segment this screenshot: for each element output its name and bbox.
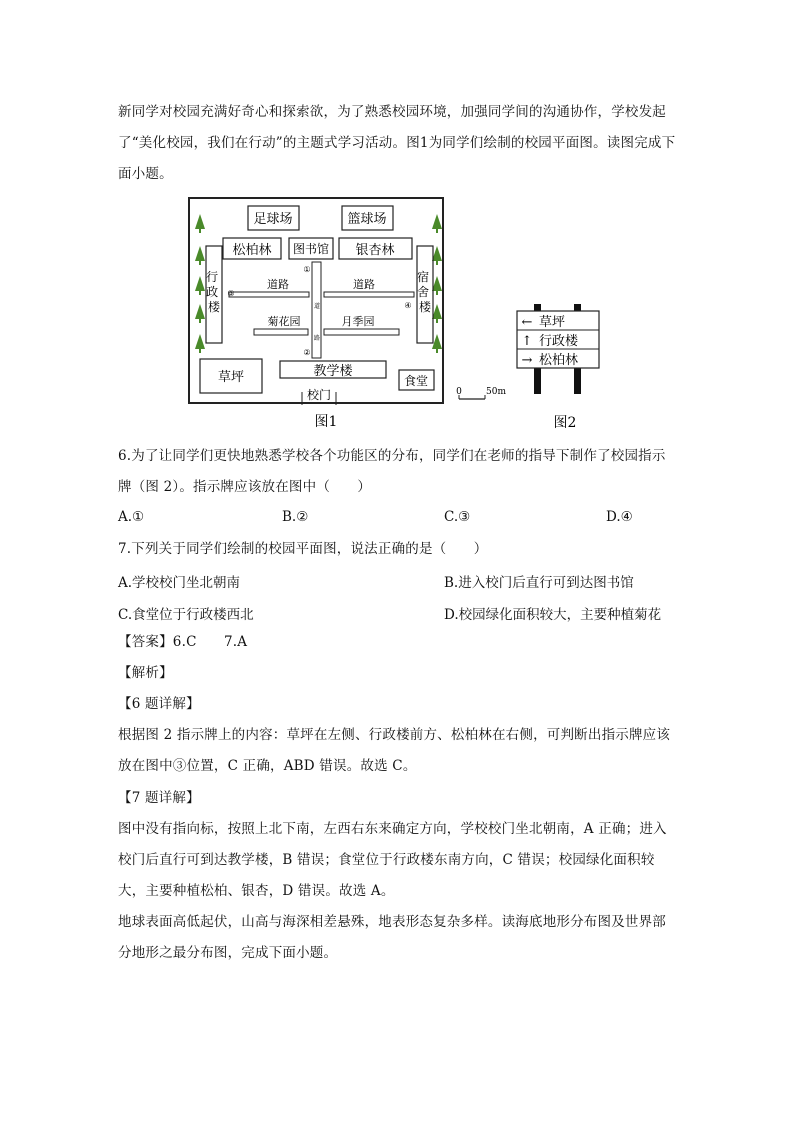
scale-distance: 50m xyxy=(486,387,506,397)
q7-option-d: D.校园绿化面积较大，主要种植菊花 xyxy=(444,607,662,623)
marker-4: ④ xyxy=(404,301,412,310)
label-chrysanthemum: 菊花园 xyxy=(267,315,301,328)
campus-map-figure xyxy=(186,194,516,434)
label-basketball: 篮球场 xyxy=(347,212,387,227)
detail-6-text: 根据图 2 指示牌上的内容：草坪在左侧、行政楼前方、松柏林在右侧，可判断出指示牌应该放在图中③位置，C 正确，ABD 错误。故选 C。 xyxy=(118,727,671,774)
signpost-figure xyxy=(512,302,622,434)
q7-option-a: A.学校校门坐北朝南 xyxy=(118,575,241,591)
label-road-left: 道路 xyxy=(267,278,289,291)
detail-7-title: 【7 题详解】 xyxy=(118,790,200,806)
analysis-title: 【解析】 xyxy=(118,665,173,681)
label-road-v2: 路 xyxy=(313,335,321,342)
marker-1: ① xyxy=(303,265,311,274)
label-dorm: 宿 舍 楼 xyxy=(417,270,432,314)
figure2-caption: 图2 xyxy=(553,415,577,431)
detail-6-title: 【6 题详解】 xyxy=(118,696,200,712)
label-library: 图书馆 xyxy=(292,242,330,256)
scale-zero: 0 xyxy=(456,387,462,397)
answer-line: 【答案】6.C 7.A xyxy=(118,634,248,650)
label-ginkgo: 银杏林 xyxy=(355,243,395,258)
marker-3: ③ xyxy=(227,289,235,298)
q6-stem: 6.为了让同学们更快地熟悉学校各个功能区的分布，同学们在老师的指导下制作了校园指示牌（图 2）。指示牌应该放在图中（ ） xyxy=(118,448,666,495)
q7-option-c: C.食堂位于行政楼西北 xyxy=(118,607,254,623)
sign-row-lawn: 草坪 xyxy=(539,315,566,330)
sign-row-pine: 松柏林 xyxy=(539,353,579,368)
label-rose: 月季园 xyxy=(341,315,375,328)
arrow-right-icon: → xyxy=(521,353,533,368)
label-road-right: 道路 xyxy=(353,278,375,291)
sign-row-admin: 行政楼 xyxy=(539,334,579,349)
q6-option-b: B.② xyxy=(282,509,309,525)
arrow-left-icon: ← xyxy=(521,315,533,330)
detail-7-text: 图中没有指向标，按照上北下南，左西右东来确定方向，学校校门坐北朝南，A 正确；进入校门后直行可到达教学楼，B 错误；食堂位于行政楼东南方向，C 错误；校园绿化面积较大，主要种植松柏、银杏，D 错误。故选 A。 xyxy=(118,821,667,899)
arrow-up-icon: ↑ xyxy=(521,334,533,349)
label-teaching: 教学楼 xyxy=(313,364,353,379)
next-intro-paragraph: 地球表面高低起伏，山高与海深相差悬殊，地表形态复杂多样。读海底地形分布图及世界部分地形之最分布图，完成下面小题。 xyxy=(118,914,666,961)
label-road-v1: 道 xyxy=(313,303,321,310)
intro-paragraph: 新同学对校园充满好奇心和探索欲，为了熟悉校园环境，加强同学间的沟通协作，学校发起了“美化校园，我们在行动”的主题式学习活动。图1为同学们绘制的校园平面图。读图完成下面小题。 xyxy=(118,104,676,182)
label-canteen: 食堂 xyxy=(403,374,429,388)
marker-2: ② xyxy=(303,348,311,357)
q6-option-c: C.③ xyxy=(444,509,471,525)
q7-option-b: B.进入校门后直行可到达图书馆 xyxy=(444,575,634,591)
q6-option-d: D.④ xyxy=(606,509,633,525)
label-pine: 松柏林 xyxy=(232,243,272,258)
tree-icons-left xyxy=(195,214,205,353)
q6-option-a: A.① xyxy=(118,509,145,525)
label-lawn: 草坪 xyxy=(217,370,245,385)
q7-stem: 7.下列关于同学们绘制的校园平面图，说法正确的是（ ） xyxy=(118,541,488,557)
label-gate: 校门 xyxy=(306,388,332,402)
label-admin: 行 政 楼 xyxy=(206,270,221,314)
figure1-caption: 图1 xyxy=(314,414,338,430)
label-football: 足球场 xyxy=(253,212,293,227)
